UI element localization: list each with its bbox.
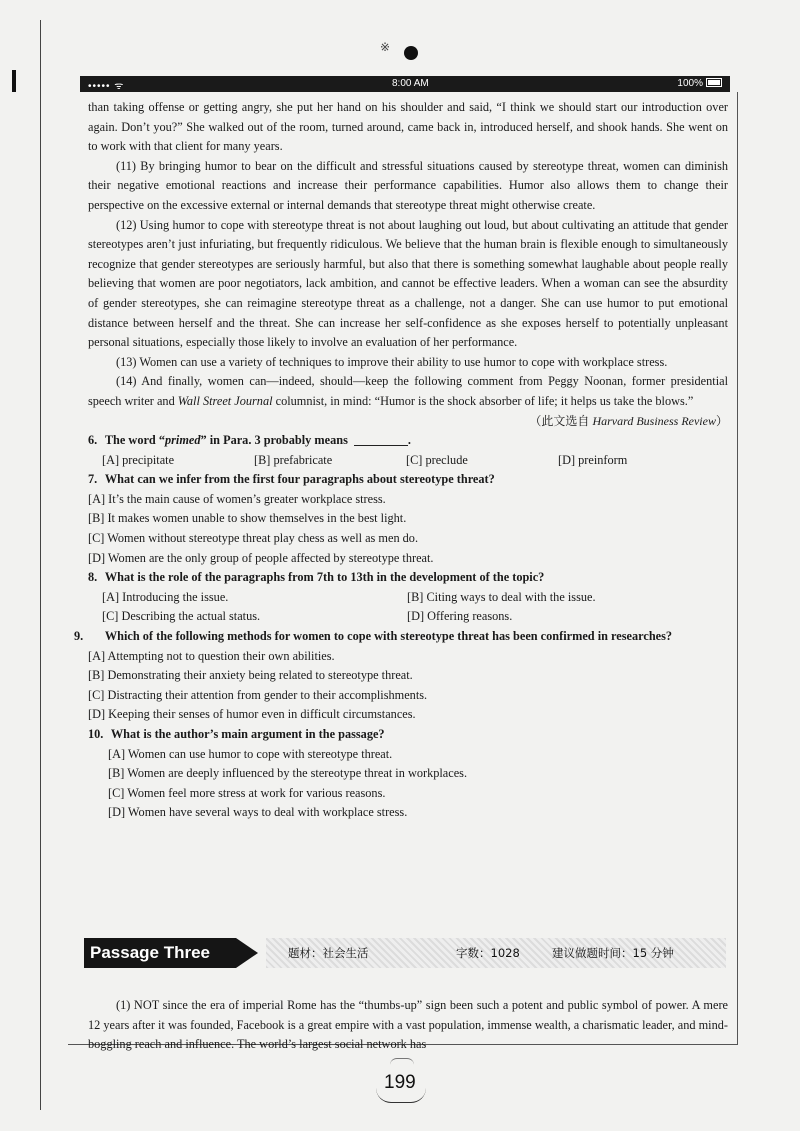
q9-option-c[interactable]: [C] Distracting their attention from gender to their accomplishments.	[88, 687, 428, 702]
question-9	[74, 627, 728, 647]
passage-topic: 题材：社会生活	[288, 946, 369, 960]
q6-option-a[interactable]: [A] precipitate	[102, 452, 175, 467]
question-8	[88, 568, 728, 588]
p14-before: (14) And finally, women can—indeed, should—keep the following comment from Peggy Noonan, former presidential speech writer and	[88, 374, 728, 408]
passage-banner	[84, 934, 732, 974]
q6-option-c[interactable]: [C] preclude	[406, 452, 468, 467]
q9-option-d[interactable]: [D] Keeping their senses of humor even in difficult circumstances.	[88, 707, 416, 722]
q8-options-row-2	[102, 607, 728, 627]
q7-option-b[interactable]: [B] It makes women unable to show themselves in the best light.	[88, 511, 407, 526]
source-prefix: （此文选自	[529, 413, 593, 428]
page-number: 199	[384, 1072, 416, 1093]
reading-content	[74, 98, 728, 823]
page-number-ornament	[376, 1088, 426, 1103]
q9-stem: Which of the following methods for women to cope with stereotype threat has been confirmed in researches?	[104, 629, 673, 644]
q10-number: 10.	[88, 727, 104, 741]
q8-number: 8.	[88, 570, 98, 585]
top-dot-icon	[404, 46, 418, 60]
battery-percent: 100%	[677, 78, 703, 89]
q10-option-a[interactable]: [A] Women can use humor to cope with stereotype threat.	[108, 746, 393, 761]
q7-number: 7.	[88, 472, 98, 487]
source-name: Harvard Business Review	[592, 413, 716, 428]
q10-option-d[interactable]: [D] Women have several ways to deal with workplace stress.	[108, 805, 408, 820]
paragraph-12: (12) Using humor to cope with stereotype threat is not about laughing out loud, but about cultivating an attitude that gender stereotypes aren’t just infuriating, but frequently ridiculous. We believe that the human brain is flexible enough to simultaneously recognize that gender stereotypes are seriously harmful, but also that there is something somewhat laughable about people really believing that women are poor negotiators, lack ambition, and cannot be effective leaders. When a woman can see the absurdity of gender stereotypes, she can reimagine stereotype threat as a challenge, not a danger. She can use humor to put emotional distance between herself and the threat. She can increase her self-confidence as she exposes herself to potentially unpleasant personal situations, especially those likely to involve an evaluation of her performance.	[88, 217, 728, 350]
passage-three-content	[88, 984, 728, 1067]
passage-suggested-time: 建议做题时间：15 分钟	[552, 946, 674, 960]
status-time: 8:00 AM	[392, 78, 429, 89]
q9-option-b[interactable]: [B] Demonstrating their anxiety being related to stereotype threat.	[88, 668, 413, 683]
scan-edge-line	[40, 20, 41, 1110]
status-bar	[80, 76, 730, 92]
paragraph-13: (13) Women can use a variety of techniques to improve their ability to use humor to cope with workplace stress.	[116, 354, 668, 369]
battery-status	[677, 78, 722, 89]
question-6	[88, 431, 728, 451]
q10-stem: What is the author’s main argument in the passage?	[110, 727, 385, 741]
paragraph-14	[88, 372, 728, 411]
q8-option-a[interactable]: [A] Introducing the issue.	[102, 589, 229, 604]
q6-end: .	[407, 433, 411, 448]
q7-option-d[interactable]: [D] Women are the only group of people affected by stereotype threat.	[88, 550, 434, 565]
question-10	[88, 725, 728, 745]
passage-word-count: 字数：1028	[456, 946, 520, 960]
battery-icon	[706, 78, 722, 87]
p14-after: columnist, in mind: “Humor is the shock absorber of life; it helps us take the blows.”	[272, 393, 694, 408]
q6-number: 6.	[88, 433, 98, 448]
q8-options-row-1	[102, 588, 728, 608]
scan-mark	[12, 70, 16, 92]
source-citation	[88, 412, 728, 432]
passage-title: Passage Three	[84, 938, 236, 968]
q8-stem: What is the role of the paragraphs from 7th to 13th in the development of the topic?	[104, 570, 545, 585]
answer-blank	[354, 433, 408, 446]
q9-option-a[interactable]: [A] Attempting not to question their own abilities.	[88, 648, 335, 663]
q9-number: 9.	[74, 629, 84, 644]
passage-info	[266, 938, 726, 968]
q7-stem: What can we infer from the first four paragraphs about stereotype threat?	[104, 472, 495, 487]
q6-option-d[interactable]: [D] preinform	[558, 452, 628, 467]
q7-option-a[interactable]: [A] It’s the main cause of women’s greater workplace stress.	[88, 491, 386, 506]
q8-option-b[interactable]: [B] Citing ways to deal with the issue.	[407, 589, 596, 604]
q6-stem-b: ” in Para. 3 probably means	[200, 433, 348, 448]
paragraph-11: (11) By bringing humor to bear on the difficult and stressful situations caused by stereotype threat, women can diminish their negative emotional reactions and increase their performance capabilities. Humor also allows them to change their perspective on the excessive external or internal demands that stereotype threat might otherwise create.	[88, 158, 728, 212]
banner-arrow-icon	[236, 938, 258, 968]
top-decoration: ※	[380, 40, 391, 54]
p14-publication: Wall Street Journal	[177, 393, 273, 408]
q10-option-c[interactable]: [C] Women feel more stress at work for various reasons.	[108, 785, 386, 800]
q10-option-b[interactable]: [B] Women are deeply influenced by the stereotype threat in workplaces.	[108, 766, 468, 781]
q8-option-c[interactable]: [C] Describing the actual status.	[102, 609, 261, 624]
question-7	[88, 470, 728, 490]
source-suffix: ）	[715, 413, 728, 428]
page-number-ornament-top	[390, 1058, 414, 1065]
paragraph-continued: than taking offense or getting angry, she put her hand on his shoulder and said, “I think we should start our introduction over again. Don’t you?” She walked out of the room, turned around, came back in, introduced herself, and shook hands. She went on to work with that client for many years.	[88, 100, 728, 154]
signal-indicator: ••••• ᯤ	[88, 81, 125, 92]
q8-option-d[interactable]: [D] Offering reasons.	[407, 609, 513, 624]
q6-word: primed	[164, 433, 201, 448]
q6-stem-a: The word “	[104, 433, 165, 448]
q6-option-b[interactable]: [B] prefabricate	[254, 452, 333, 467]
q6-options	[102, 451, 728, 471]
passage3-paragraph-1: (1) NOT since the era of imperial Rome has the “thumbs-up” sign been such a potent and public symbol of power. A mere 12 years after it was founded, Facebook is a great empire with a vast population, immense wealth, a charismatic leader, and mind-boggling reach and influence. The world’s largest social network has	[88, 998, 728, 1052]
q7-option-c[interactable]: [C] Women without stereotype threat play chess as well as men do.	[88, 531, 419, 546]
